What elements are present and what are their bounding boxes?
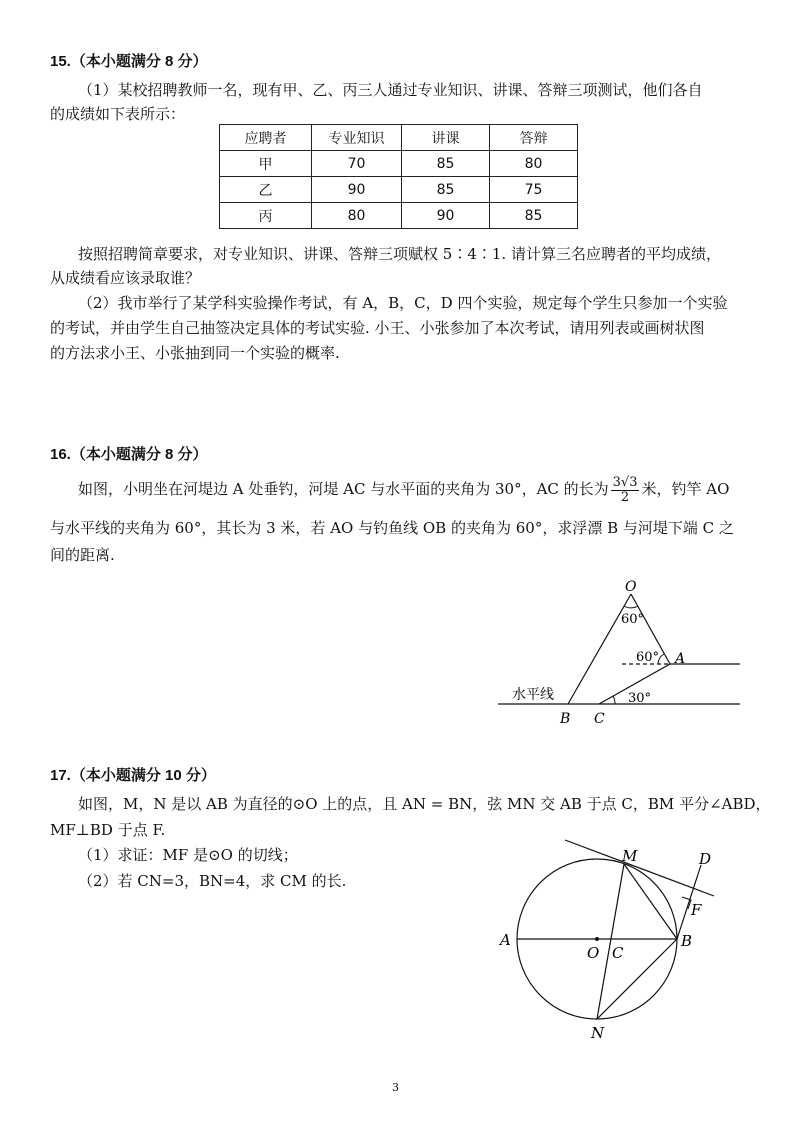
table-cell: 70 <box>312 151 402 177</box>
table-cell: 85 <box>402 151 490 177</box>
label-b: B <box>681 932 693 950</box>
angle-arc-c <box>613 696 615 704</box>
q17-header: 17.（本小题满分 10 分） <box>50 767 216 784</box>
label-n: N <box>591 1024 605 1042</box>
table-row <box>220 177 578 203</box>
label-o: O <box>587 944 600 962</box>
table-cell: 甲 <box>220 151 312 177</box>
table-header-cell: 答辩 <box>490 125 578 151</box>
label-m: M <box>622 847 638 865</box>
q17-line1: 如图，M，N 是以 AB 为直径的⊙O 上的点，且 AN = BN，弦 MN 交 AB 于点 C，BM 平分∠ABD， <box>78 795 771 813</box>
table-cell: 乙 <box>220 177 312 203</box>
q16-line3: 间的距离. <box>50 546 115 564</box>
table-cell: 85 <box>402 177 490 203</box>
fraction-numerator: 3√3 <box>612 474 638 490</box>
q16-line1-a: 如图，小明坐在河堤边 A 处垂钓，河堤 AC 与水平面的夹角为 30°，AC 的长为 <box>78 480 609 498</box>
q15-p2-line1: 按照招聘简章要求，对专业知识、讲课、答辩三项赋权 5∶4∶1. 请计算三名应聘者的平均成绩， <box>78 245 721 263</box>
angle-label-top: 60° <box>621 612 645 627</box>
q15-score-table <box>219 124 578 229</box>
label-c: C <box>612 944 624 962</box>
fishing-line-ob <box>568 594 631 704</box>
fraction-denominator: 2 <box>620 489 630 505</box>
label-f: F <box>691 901 702 919</box>
chord-bm <box>624 864 677 939</box>
angle-label-c: 30° <box>628 691 652 706</box>
table-header-cell: 讲课 <box>402 125 490 151</box>
tangent-line-mf <box>565 840 714 896</box>
label-b: B <box>560 711 571 727</box>
q15-header: 15.（本小题满分 8 分） <box>50 53 208 70</box>
q17-figure <box>495 835 735 1045</box>
angle-label-a: 60° <box>636 650 660 665</box>
table-cell: 90 <box>312 177 402 203</box>
q16-line2: 与水平线的夹角为 60°，其长为 3 米，若 AO 与钓鱼线 OB 的夹角为 60°，求浮漂 B 与河堤下端 C 之 <box>50 519 734 537</box>
center-dot <box>595 937 599 941</box>
q15-p3-line1: （2）我市举行了某学科实验操作考试，有 A，B，C，D 四个实验，规定每个学生只参加一个实验 <box>78 294 728 312</box>
label-o: O <box>625 579 637 595</box>
table-cell: 90 <box>402 203 490 229</box>
table-header-cell: 应聘者 <box>220 125 312 151</box>
q17-part2: （2）若 CN=3，BN=4，求 CM 的长. <box>78 872 347 890</box>
table-row <box>220 203 578 229</box>
q17-line2: MF⊥BD 于点 F. <box>50 821 166 839</box>
q16-line1 <box>78 472 729 506</box>
q15-p3-line3: 的方法求小王、小张抽到同一个实验的概率. <box>50 344 340 362</box>
q15-p1-line1: （1）某校招聘教师一名，现有甲、乙、丙三人通过专业知识、讲课、答辩三项测试，他们各自 <box>78 81 703 99</box>
q15-p1-line2: 的成绩如下表所示： <box>50 105 186 123</box>
table-header-cell: 专业知识 <box>312 125 402 151</box>
table-cell: 85 <box>490 203 578 229</box>
q16-header: 16.（本小题满分 8 分） <box>50 446 208 463</box>
table-cell: 75 <box>490 177 578 203</box>
label-horizontal: 水平线 <box>512 687 554 703</box>
label-c: C <box>594 711 605 727</box>
angle-arc-o <box>624 606 638 608</box>
label-a: A <box>675 651 686 667</box>
q16-figure <box>490 575 750 730</box>
table-cell: 丙 <box>220 203 312 229</box>
q16-fraction <box>611 476 640 505</box>
table-header-row <box>220 125 578 151</box>
q16-line1-b: 米，钓竿 AO <box>641 480 730 498</box>
q17-part1: （1）求证：MF 是⊙O 的切线； <box>78 846 298 864</box>
page-number: 3 <box>392 1081 399 1094</box>
q15-p3-line2: 的考试，并由学生自己抽签决定具体的考试实验. 小王、小张参加了本次考试，请用列表或画树状图 <box>50 319 705 337</box>
table-row <box>220 151 578 177</box>
table-cell: 80 <box>312 203 402 229</box>
q15-p2-line2: 从成绩看应该录取谁？ <box>50 269 201 287</box>
label-a: A <box>500 931 511 949</box>
label-d: D <box>699 850 712 868</box>
table-cell: 80 <box>490 151 578 177</box>
